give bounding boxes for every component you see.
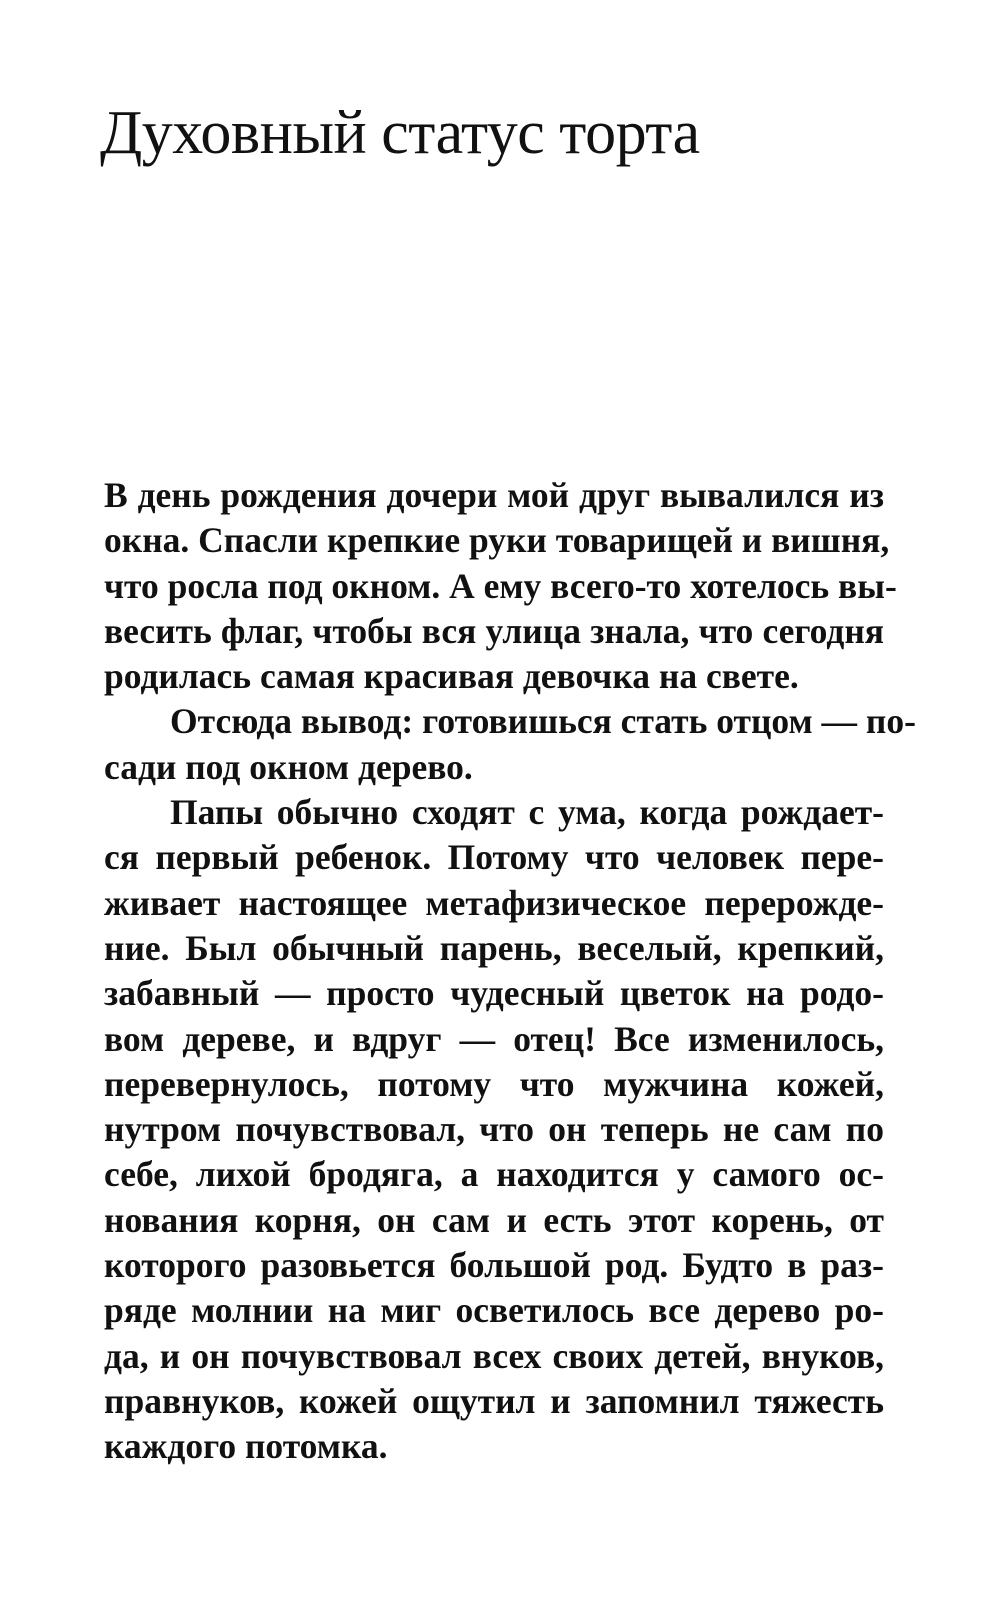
paragraph-1 bbox=[104, 473, 897, 699]
text-line: В день рождения дочери мой друг вывалился из bbox=[104, 475, 884, 515]
text-line: каждого потомка. bbox=[104, 1426, 388, 1467]
text-line: Отсюда вывод: готовишься стать отцом — по- bbox=[170, 701, 916, 742]
text-line: сади под окном дерево. bbox=[104, 746, 473, 787]
chapter-body bbox=[104, 473, 916, 1470]
text-line: забавный — просто чудесный цветок на родо- bbox=[104, 973, 884, 1014]
text-line: родилась самая красивая девочка на свете. bbox=[104, 656, 799, 697]
text-line: ние. Был обычный парень, веселый, крепкий, bbox=[104, 927, 884, 968]
text-line: весить флаг, чтобы вся улица знала, что сегодня bbox=[104, 610, 884, 651]
text-line: окна. Спасли крепкие руки товарищей и вишня, bbox=[104, 520, 890, 561]
paragraph-2 bbox=[104, 699, 916, 790]
text-line: себе, лихой бродяга, а находится у самого ос- bbox=[104, 1154, 884, 1195]
text-line: вом дереве, и вдруг — отец! Все изменилось, bbox=[104, 1018, 884, 1059]
paragraph-3 bbox=[104, 790, 884, 1469]
text-line: нования корня, он сам и есть этот корень, от bbox=[104, 1199, 884, 1240]
chapter-title: Духовный статус торта bbox=[100, 99, 700, 167]
text-line: Папы обычно сходят с ума, когда рождает- bbox=[170, 792, 884, 833]
text-line: перевернулось, потому что мужчина кожей, bbox=[104, 1063, 884, 1104]
text-line: нутром почувствовал, что он теперь не сам по bbox=[104, 1109, 884, 1150]
text-line: которого разовьется большой род. Будто в раз- bbox=[104, 1245, 884, 1286]
text-line: что росла под окном. А ему всего-то хотелось вы- bbox=[104, 565, 897, 606]
text-line: да, и он почувствовал всех своих детей, внуков, bbox=[104, 1335, 884, 1376]
text-line: живает настоящее метафизическое перерожде- bbox=[104, 882, 884, 923]
text-line: ряде молнии на миг осветилось все дерево ро- bbox=[104, 1290, 884, 1331]
text-line: правнуков, кожей ощутил и запомнил тяжесть bbox=[104, 1380, 884, 1421]
text-line: ся первый ребенок. Потому что человек пере- bbox=[104, 837, 884, 878]
